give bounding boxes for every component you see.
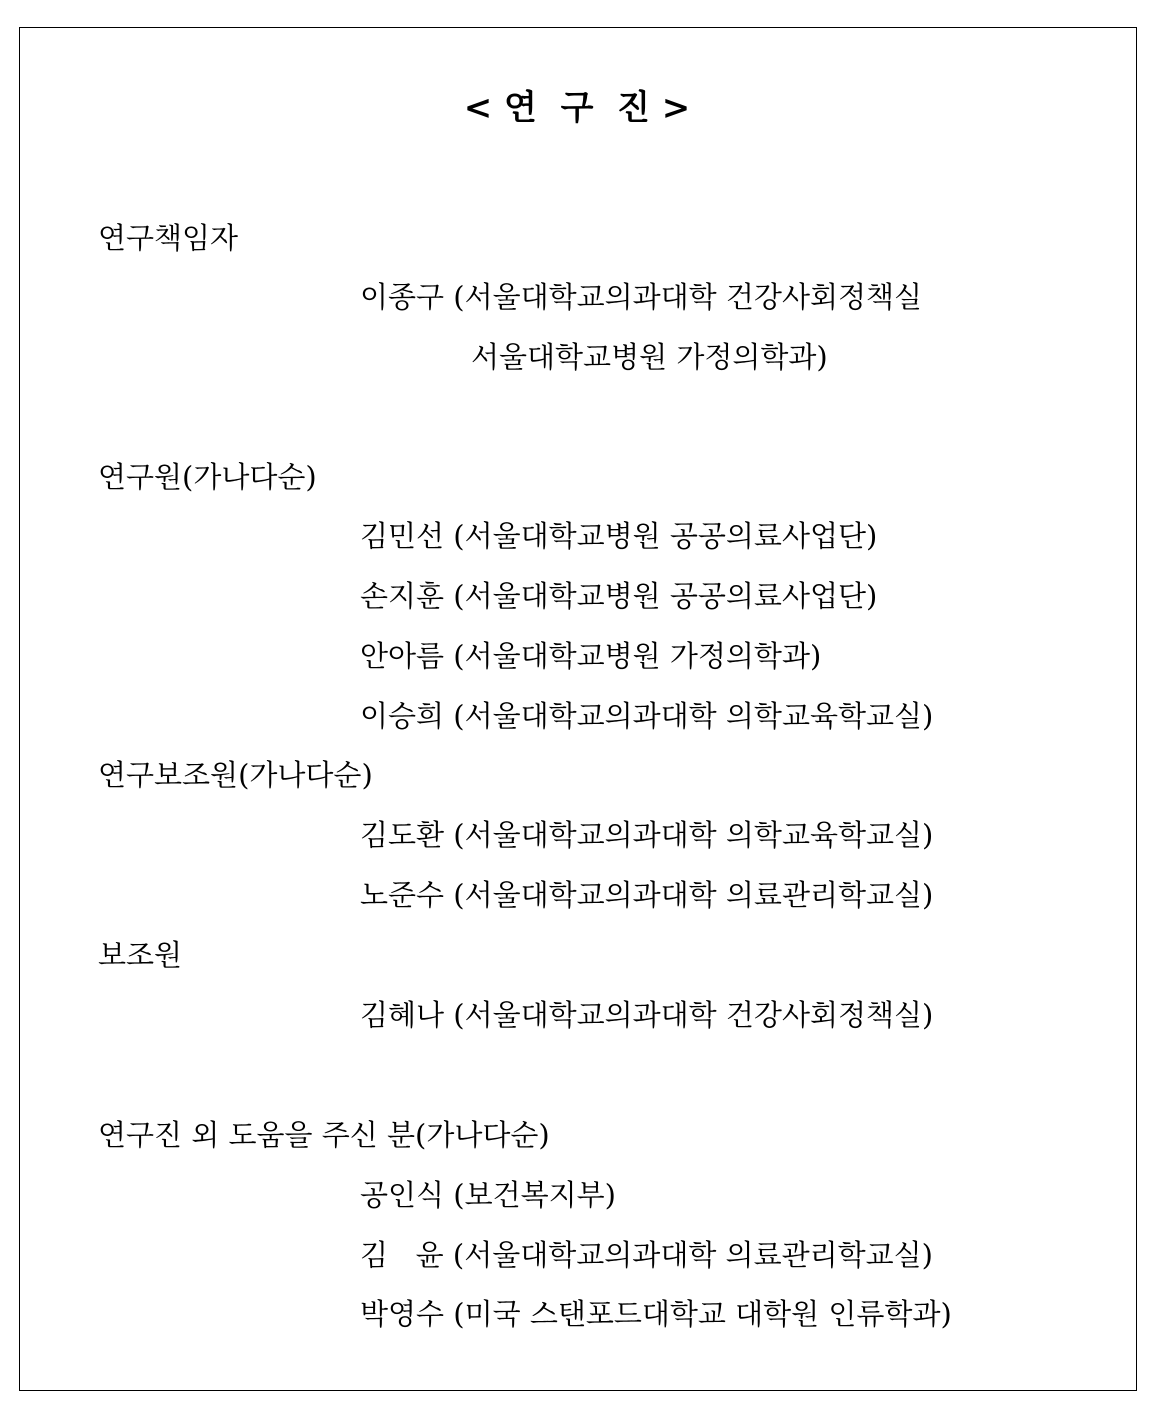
researcher-entry: 안아름 (서울대학교병원 가정의학과) [360, 639, 822, 673]
assistant-entry: 김도환 (서울대학교의과대학 의학교육학교실) [360, 818, 934, 852]
researcher-entry: 이승희 (서울대학교의과대학 의학교육학교실) [360, 699, 934, 733]
lead-entry-line1: 이종구 (서울대학교의과대학 건강사회정책실 [360, 280, 923, 314]
assistant-entry: 노준수 (서울대학교의과대학 의료관리학교실) [360, 878, 934, 912]
helper-entry: 김 윤 (서울대학교의과대학 의료관리학교실) [360, 1238, 933, 1272]
aide-entry: 김혜나 (서울대학교의과대학 건강사회정책실) [360, 998, 934, 1032]
helper-entry: 박영수 (미국 스탠포드대학교 대학원 인류학과) [360, 1297, 952, 1331]
researcher-entry: 김민선 (서울대학교병원 공공의료사업단) [360, 519, 878, 553]
section-heading-lead: 연구책임자 [98, 221, 239, 255]
section-heading-helpers: 연구진 외 도움을 주신 분(가나다순) [98, 1118, 550, 1152]
section-heading-assistants: 연구보조원(가나다순) [98, 758, 373, 792]
page-title: < 연 구 진 > [463, 88, 691, 128]
researcher-entry: 손지훈 (서울대학교병원 공공의료사업단) [360, 579, 878, 613]
section-heading-researchers: 연구원(가나다순) [98, 460, 317, 494]
helper-entry: 공인식 (보건복지부) [360, 1178, 616, 1212]
lead-entry-line2: 서울대학교병원 가정의학과) [471, 340, 828, 374]
section-heading-aide: 보조원 [98, 938, 183, 972]
